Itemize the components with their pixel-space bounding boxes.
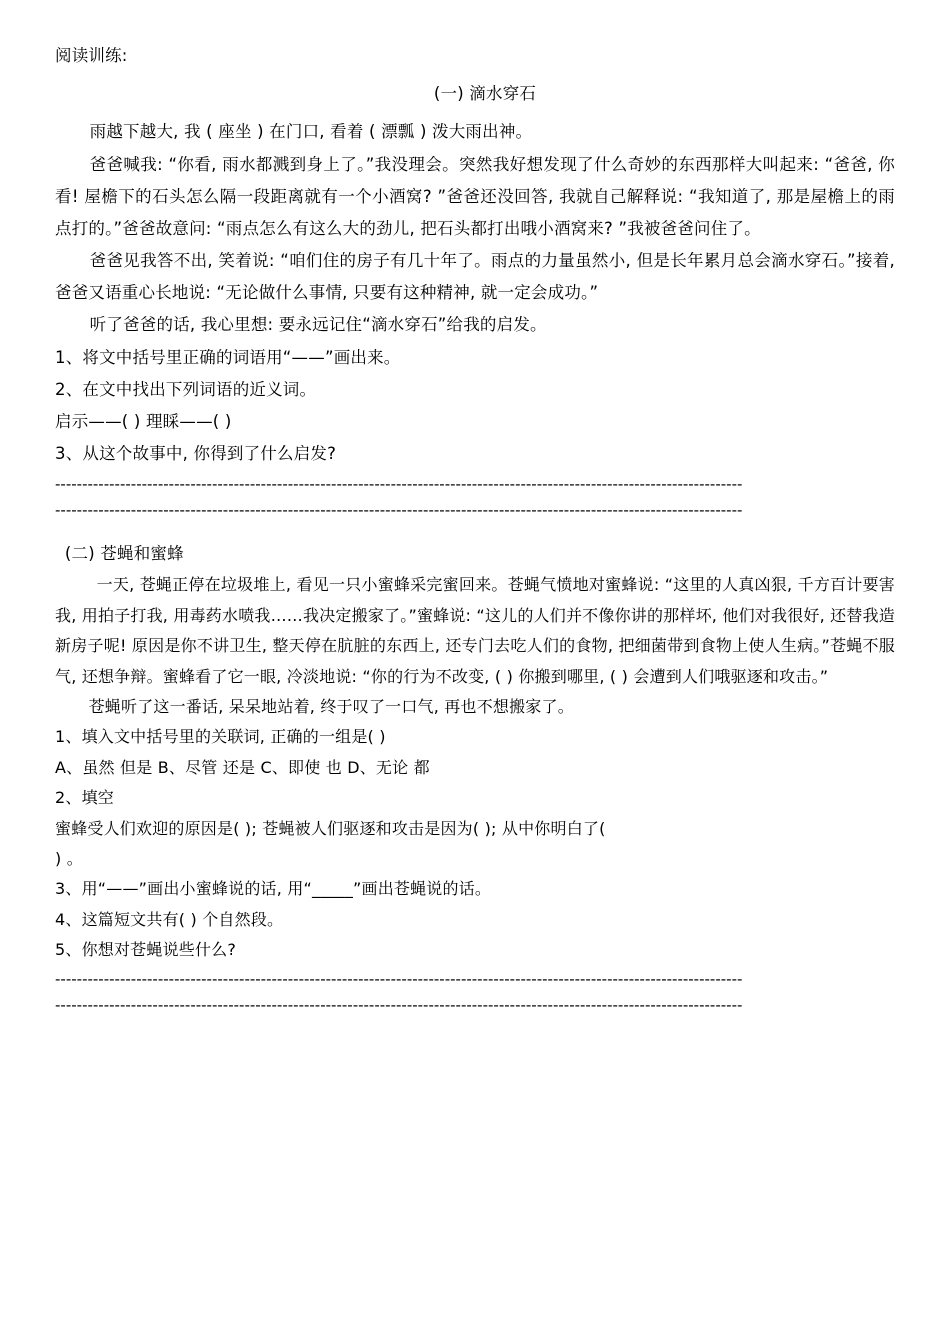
section2-question-2-blanks: 蜜蜂受人们欢迎的原因是( ); 苍蝇被人们驱逐和攻击是因为( ); 从中你明白了(	[55, 818, 606, 838]
section1-synonym-blanks: 启示——( ) 理睬——( )	[55, 411, 232, 431]
section2-paragraph-2: 苍蝇听了这一番话, 呆呆地站着, 终于叹了一口气, 再也不想搬家了。	[88, 696, 574, 716]
section2-body	[55, 570, 895, 965]
section2-question-5: 5、你想对苍蝇说些什么?	[55, 940, 237, 960]
section2-answer-line-1: -------------------------------------------------------------------------------------------------------------------------------	[55, 970, 743, 989]
section1-question-1: 1、将文中括号里正确的词语用“——”画出来。	[55, 347, 401, 367]
section1-question-2: 2、在文中找出下列词语的近义词。	[55, 379, 317, 399]
section1-paragraph-3: 爸爸见我答不出, 笑着说: “咱们住的房子有几十年了。雨点的力量虽然小, 但是长年累月总会滴水穿石。”接着, 爸爸又语重心长地说: “无论做什么事情, 只要有这种精神, 就一定会成功。”	[55, 251, 895, 303]
section2-answer-line-2: -------------------------------------------------------------------------------------------------------------------------------	[55, 996, 743, 1015]
section-divider-space	[55, 524, 895, 538]
section2-paragraph-1: 一天, 苍蝇正停在垃圾堆上, 看见一只小蜜蜂采完蜜回来。苍蝇气愤地对蜜蜂说: “这里的人真凶狠, 千方百计要害我, 用拍子打我, 用毒药水喷我……我决定搬家了。”蜜蜂说: “这儿的人们并不像你讲的那样坏, 他们对我很好, 还替我造新房子呢! 原因是你不讲卫生, 整天停在肮脏的东西上, 还专门去吃人们的食物, 把细菌带到食物上使人生病。”苍蝇不服气, 还想争辩。蜜蜂看了它一眼, 冷淡地说: “你的行为不改变, ( ) 你搬到哪里, ( ) 会遭到人们哦驱逐和攻击。”	[55, 575, 895, 686]
section2-question-4: 4、这篇短文共有( ) 个自然段。	[55, 909, 284, 929]
section1-paragraph-4: 听了爸爸的话, 我心里想: 要永远记住“滴水穿石”给我的启发。	[89, 315, 547, 335]
section2-question-2: 2、填空	[55, 788, 114, 808]
section2-question-2-blanks-cont: ) 。	[55, 848, 83, 868]
section1-paragraph-1: 雨越下越大, 我 ( 座坐 ) 在门口, 看着 ( 漂瓢 ) 泼大雨出神。	[89, 122, 533, 142]
section1-answer-line-2: -------------------------------------------------------------------------------------------------------------------------------	[55, 501, 743, 520]
section2-question-1: 1、填入文中括号里的关联词, 正确的一组是( )	[55, 727, 386, 747]
section2-question-3: 3、用“——”画出小蜜蜂说的话, 用“_____”画出苍蝇说的话。	[55, 879, 492, 899]
section2-question-1-options: A、虽然 但是 B、尽管 还是 C、即使 也 D、无论 都	[55, 757, 430, 777]
header-label: 阅读训练:	[55, 46, 128, 65]
document-body	[55, 40, 895, 1017]
section2-title: (二) 苍蝇和蜜蜂	[64, 544, 184, 564]
section1-question-3: 3、从这个故事中, 你得到了什么启发?	[55, 444, 337, 464]
section1-paragraph-2: 爸爸喊我: “你看, 雨水都溅到身上了。”我没理会。突然我好想发现了什么奇妙的东西那样大叫起来: “爸爸, 你看! 屋檐下的石头怎么隔一段距离就有一个小酒窝? ”爸爸还没回答, 我就自己解释说: “我知道了, 那是屋檐上的雨点打的。”爸爸故意问: “雨点怎么有这么大的劲儿, 把石头都打出哦小酒窝来? ”我被爸爸问住了。	[55, 154, 895, 238]
section1-answer-line-1: -------------------------------------------------------------------------------------------------------------------------------	[55, 475, 743, 494]
section1-title: (一) 滴水穿石	[433, 84, 537, 104]
